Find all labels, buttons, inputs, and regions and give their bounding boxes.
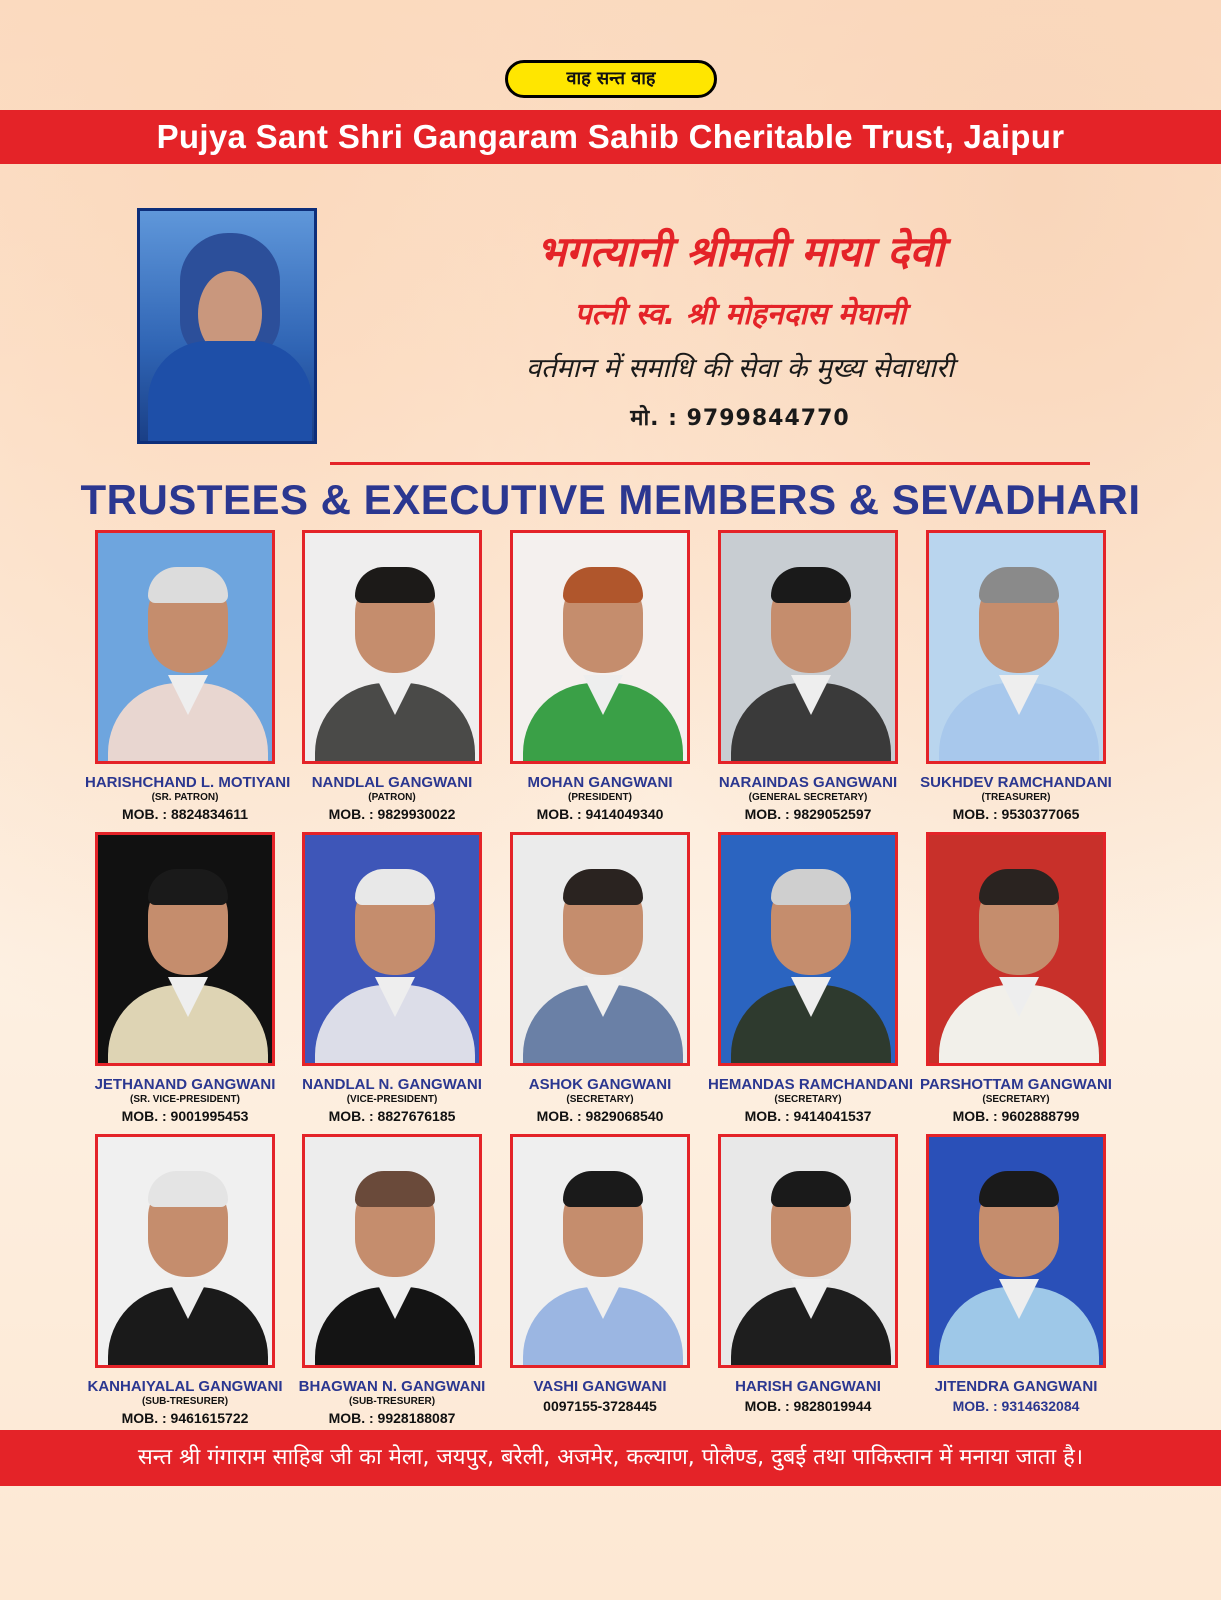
member-name: JETHANAND GANGWANI — [94, 1076, 276, 1093]
member-card — [292, 832, 492, 1124]
member-mobile: MOB. : 9828019944 — [744, 1398, 872, 1414]
member-photo — [302, 832, 482, 1066]
member-name: NANDLAL GANGWANI — [311, 774, 473, 791]
member-card — [85, 1134, 285, 1426]
member-name: MOHAN GANGWANI — [527, 774, 673, 791]
featured-description: वर्तमान में समाधि की सेवा के मुख्य सेवाधारी — [526, 353, 954, 384]
member-mobile: MOB. : 9829068540 — [536, 1108, 664, 1124]
member-card — [85, 530, 291, 822]
member-mobile: 0097155-3728445 — [543, 1398, 657, 1414]
member-card — [292, 530, 492, 822]
member-name: KANHAIYALAL GANGWANI — [87, 1378, 283, 1395]
featured-name: भगत्यानी श्रीमती माया देवी — [536, 227, 944, 276]
member-role: (SR. VICE-PRESIDENT) — [129, 1094, 240, 1105]
member-card — [500, 530, 700, 822]
member-card — [708, 1134, 908, 1414]
member-name: HEMANDAS RAMCHANDANI — [708, 1076, 913, 1093]
member-name: HARISHCHAND L. MOTIYANI — [85, 774, 291, 791]
member-role: (SUB-TRESURER) — [141, 1396, 229, 1407]
member-name: NARAINDAS GANGWANI — [718, 774, 898, 791]
member-card — [500, 832, 700, 1124]
member-mobile: MOB. : 9829052597 — [744, 806, 872, 822]
member-name: SUKHDEV RAMCHANDANI — [920, 774, 1112, 791]
member-name: HARISH GANGWANI — [735, 1378, 881, 1395]
member-mobile: MOB. : 8827676185 — [328, 1108, 456, 1124]
member-photo — [926, 1134, 1106, 1368]
member-mobile: MOB. : 9530377065 — [952, 806, 1080, 822]
member-mobile: MOB. : 9829930022 — [328, 806, 456, 822]
featured-subtitle: पत्नी स्व. श्री मोहनदास मेघानी — [574, 297, 906, 332]
member-photo — [718, 1134, 898, 1368]
member-role: (TREASURER) — [981, 792, 1051, 803]
member-name: PARSHOTTAM GANGWANI — [920, 1076, 1112, 1093]
member-photo — [302, 1134, 482, 1368]
member-card — [916, 1134, 1116, 1414]
member-photo — [95, 832, 275, 1066]
member-name: NANDLAL N. GANGWANI — [302, 1076, 482, 1093]
member-mobile: MOB. : 9928188087 — [328, 1410, 456, 1426]
member-mobile: MOB. : 9314632084 — [952, 1398, 1080, 1414]
member-photo — [510, 1134, 690, 1368]
member-mobile: MOB. : 9001995453 — [121, 1108, 249, 1124]
member-role: (SECRETARY) — [774, 1094, 842, 1105]
member-card — [916, 832, 1116, 1124]
member-photo — [510, 832, 690, 1066]
member-role: (SUB-TRESURER) — [348, 1396, 436, 1407]
member-card — [500, 1134, 700, 1414]
member-photo — [95, 1134, 275, 1368]
member-mobile: MOB. : 9414041537 — [744, 1108, 872, 1124]
member-photo — [718, 530, 898, 764]
member-card — [708, 530, 908, 822]
member-role: (SR. PATRON) — [151, 792, 219, 803]
featured-member-photo — [137, 208, 317, 444]
member-mobile: MOB. : 9414049340 — [536, 806, 664, 822]
member-role: (PRESIDENT) — [568, 792, 632, 803]
member-photo — [95, 530, 275, 764]
member-name: JITENDRA GANGWANI — [934, 1378, 1098, 1395]
member-name: VASHI GANGWANI — [533, 1378, 667, 1395]
member-photo — [926, 530, 1106, 764]
member-role: (SECRETARY) — [566, 1094, 634, 1105]
featured-mobile: मो. : 9799844770 — [630, 406, 850, 431]
trust-name: Pujya Sant Shri Gangaram Sahib Cheritable Trust, Jaipur — [156, 118, 1065, 155]
member-mobile: MOB. : 9461615722 — [121, 1410, 249, 1426]
section-title: TRUSTEES & EXECUTIVE MEMBERS & SEVADHARI — [80, 476, 1141, 523]
member-card — [292, 1134, 492, 1426]
member-name: BHAGWAN N. GANGWANI — [298, 1378, 486, 1395]
member-card — [916, 530, 1116, 822]
member-mobile: MOB. : 8824834611 — [121, 806, 249, 822]
member-photo — [926, 832, 1106, 1066]
section-divider — [330, 462, 1090, 465]
footer-text: सन्त श्री गंगाराम साहिब जी का मेला, जयपुर, बरेली, अजमेर, कल्याण, पोलैण्ड, दुबई तथा पाकिस्तान में मनाया जाता है। — [137, 1445, 1084, 1470]
member-photo — [302, 530, 482, 764]
member-card — [85, 832, 285, 1124]
member-name: ASHOK GANGWANI — [528, 1076, 672, 1093]
tagline-badge: वाह सन्त वाह — [505, 60, 717, 98]
member-role: (PATRON) — [368, 792, 416, 803]
member-card — [708, 832, 913, 1124]
footer-banner — [0, 1430, 1221, 1486]
member-role: (SECRETARY) — [982, 1094, 1050, 1105]
member-photo — [510, 530, 690, 764]
member-mobile: MOB. : 9602888799 — [952, 1108, 1080, 1124]
member-role: (GENERAL SECRETARY) — [748, 792, 868, 803]
member-photo — [718, 832, 898, 1066]
trust-name-banner — [0, 110, 1221, 164]
member-role: (VICE-PRESIDENT) — [346, 1094, 438, 1105]
